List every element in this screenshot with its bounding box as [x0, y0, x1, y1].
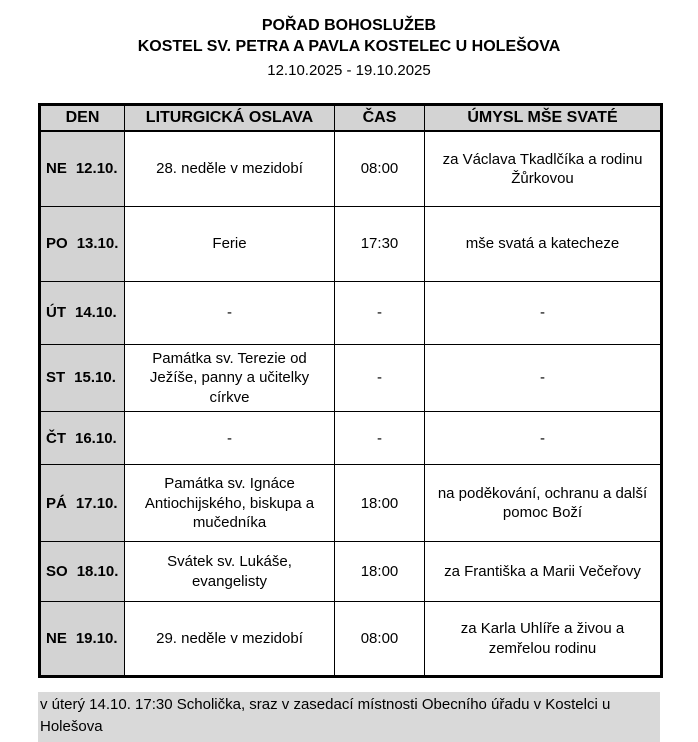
day-cell — [40, 206, 125, 281]
day-cell — [40, 542, 125, 602]
day-abbreviation: ČT — [46, 429, 66, 447]
document-title: POŘAD BOHOSLUŽEB — [261, 17, 437, 34]
celebration-cell: Svátek sv. Lukáše, evangelisty — [125, 542, 335, 602]
day-date: 14.10. — [75, 304, 117, 322]
table-row — [40, 412, 662, 465]
day-abbreviation: ÚT — [46, 304, 66, 322]
table-row — [40, 542, 662, 602]
day-date: 18.10. — [76, 563, 119, 581]
day-date: 16.10. — [75, 429, 117, 447]
day-date: 15.10. — [74, 369, 116, 387]
day-abbreviation: NE — [46, 630, 67, 648]
celebration-cell: 29. neděle v mezidobí — [125, 602, 335, 677]
time-cell: 08:00 — [335, 131, 425, 206]
table-header-row — [40, 104, 662, 131]
day-cell — [40, 281, 125, 344]
day-abbreviation: PO — [46, 235, 68, 253]
column-header-den: DEN — [40, 104, 125, 131]
table-row — [40, 131, 662, 206]
day-cell — [40, 131, 125, 206]
day-cell — [40, 465, 125, 542]
time-cell: 08:00 — [335, 602, 425, 677]
day-abbreviation: NE — [46, 160, 67, 178]
table-row — [40, 281, 662, 344]
celebration-cell: Památka sv. Terezie od Ježíše, panny a učitelky církve — [125, 344, 335, 412]
celebration-cell: - — [125, 281, 335, 344]
table-row — [40, 344, 662, 412]
day-abbreviation: PÁ — [46, 494, 67, 512]
celebration-cell: Ferie — [125, 206, 335, 281]
schedule-table-body — [40, 131, 662, 677]
intention-cell: - — [425, 412, 662, 465]
intention-cell: - — [425, 344, 662, 412]
column-header-umysl-mse-svate: ÚMYSL MŠE SVATÉ — [425, 104, 662, 131]
time-cell: 18:00 — [335, 465, 425, 542]
footer-note: v úterý 14.10. 17:30 Scholička, sraz v zasedací místnosti Obecního úřadu v Kostelci u Holešova — [38, 692, 660, 742]
column-header-cas: ČAS — [335, 104, 425, 131]
celebration-cell: - — [125, 412, 335, 465]
intention-cell: za Karla Uhlíře a živou a zemřelou rodinu — [425, 602, 662, 677]
intention-cell: za Václava Tkadlčíka a rodinu Žůrkovou — [425, 131, 662, 206]
day-date: 17.10. — [75, 494, 118, 512]
time-cell: 18:00 — [335, 542, 425, 602]
intention-cell: za Františka a Marii Večeřovy — [425, 542, 662, 602]
day-cell — [40, 602, 125, 677]
day-cell — [40, 344, 125, 412]
celebration-cell: 28. neděle v mezidobí — [125, 131, 335, 206]
table-row — [40, 465, 662, 542]
time-cell: - — [335, 412, 425, 465]
day-date: 12.10. — [75, 160, 118, 178]
day-date: 19.10. — [75, 630, 118, 648]
time-cell: - — [335, 344, 425, 412]
table-row — [40, 602, 662, 677]
intention-cell: - — [425, 281, 662, 344]
church-name: KOSTEL SV. PETRA A PAVLA KOSTELEC U HOLEŠOVA — [137, 37, 561, 55]
date-range: 12.10.2025 - 19.10.2025 — [267, 61, 431, 79]
table-row — [40, 206, 662, 281]
day-cell — [40, 412, 125, 465]
day-date: 13.10. — [76, 235, 119, 253]
column-header-liturgicka-oslava: LITURGICKÁ OSLAVA — [125, 104, 335, 131]
time-cell: - — [335, 281, 425, 344]
day-abbreviation: SO — [46, 563, 68, 581]
day-abbreviation: ST — [46, 369, 66, 387]
intention-cell: na poděkování, ochranu a další pomoc Boží — [425, 465, 662, 542]
intention-cell: mše svatá a katecheze — [425, 206, 662, 281]
schedule-table — [38, 103, 663, 679]
document-header — [38, 16, 660, 81]
time-cell: 17:30 — [335, 206, 425, 281]
celebration-cell: Památka sv. Ignáce Antiochijského, biskupa a mučedníka — [125, 465, 335, 542]
